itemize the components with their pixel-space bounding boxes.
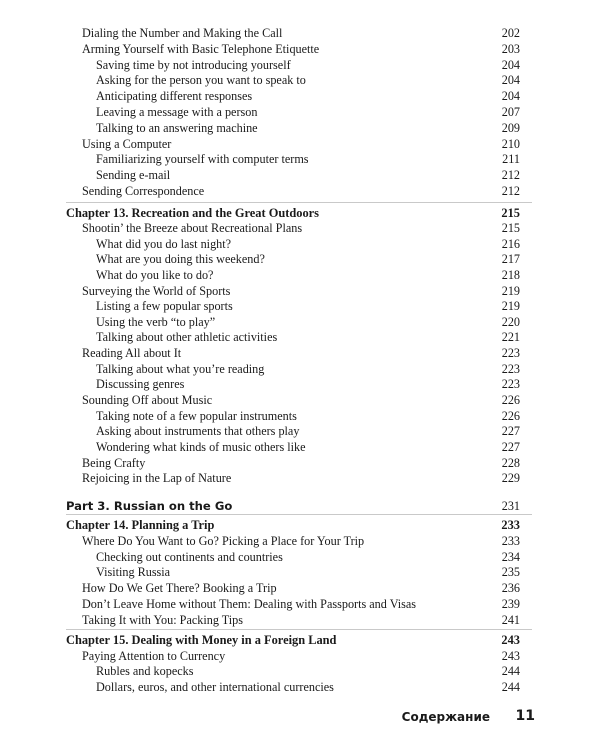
toc-entry-title: Surveying the World of Sports	[82, 284, 231, 298]
toc-subsection-entry	[0, 57, 600, 73]
toc-entry-page: 204	[501, 89, 520, 103]
toc-part-entry	[0, 498, 600, 514]
toc-entry-title: Where Do You Want to Go? Picking a Place for Your Trip	[82, 534, 365, 548]
toc-entry-page: 243	[501, 633, 520, 647]
toc-entry-page: 204	[501, 73, 520, 87]
toc-section-entry	[0, 25, 600, 41]
toc-subsection-entry	[0, 251, 600, 267]
toc-subsection-entry	[0, 564, 600, 580]
toc-subsection-entry	[0, 120, 600, 136]
toc-chapter-entry	[0, 632, 600, 648]
toc-entry-page: 244	[501, 680, 520, 694]
toc-entry-title: Paying Attention to Currency	[82, 649, 226, 663]
toc-entry-title: Taking It with You: Packing Tips	[82, 613, 243, 627]
toc-entry-page: 234	[501, 550, 520, 564]
toc-section-entry	[0, 580, 600, 596]
toc-subsection-entry	[0, 408, 600, 424]
toc-section-entry	[0, 596, 600, 612]
toc-entry-title: Listing a few popular sports	[96, 299, 233, 313]
toc-chapter-entry	[0, 517, 600, 533]
toc-entry-title: Sending e-mail	[96, 168, 171, 182]
toc-entry-page: 223	[501, 362, 520, 376]
toc-section-entry	[0, 470, 600, 486]
toc-entry-page: 210	[501, 137, 520, 151]
toc-entry-page: 215	[501, 206, 520, 220]
toc-subsection-entry	[0, 314, 600, 330]
toc-entry-page: 243	[501, 649, 520, 663]
toc-entry-page: 223	[501, 377, 520, 391]
toc-subsection-entry	[0, 104, 600, 120]
toc-entry-page: 244	[501, 664, 520, 678]
toc-entry-page: 211	[502, 152, 520, 166]
chapter-divider	[66, 629, 532, 630]
toc-entry-title: Dollars, euros, and other international currencies	[96, 680, 334, 694]
chapter-divider	[66, 514, 532, 515]
toc-entry-title: Dialing the Number and Making the Call	[82, 26, 283, 40]
toc-subsection-entry	[0, 361, 600, 377]
toc-entry-title: Shootin’ the Breeze about Recreational Plans	[82, 221, 303, 235]
toc-entry-page: 215	[501, 221, 520, 235]
toc-entry-title: Talking to an answering machine	[96, 121, 258, 135]
toc-entry-title: Sounding Off about Music	[82, 393, 213, 407]
toc-entry-title: Chapter 15. Dealing with Money in a Foreign Land	[66, 633, 337, 647]
toc-entry-page: 203	[501, 42, 520, 56]
toc-subsection-entry	[0, 167, 600, 183]
toc-entry-title: Being Crafty	[82, 456, 146, 470]
toc-section-entry	[0, 283, 600, 299]
chapter-divider	[66, 202, 532, 203]
toc-entry-page: 233	[501, 518, 520, 532]
toc-subsection-entry	[0, 267, 600, 283]
toc-section-entry	[0, 612, 600, 628]
toc-section-entry	[0, 455, 600, 471]
toc-section-entry	[0, 533, 600, 549]
toc-entry-page: 235	[501, 565, 520, 579]
toc-entry-title: Asking for the person you want to speak to	[96, 73, 306, 87]
toc-subsection-entry	[0, 236, 600, 252]
toc-subsection-entry	[0, 151, 600, 167]
toc-entry-page: 217	[501, 252, 520, 266]
toc-entry-title: Taking note of a few popular instruments	[96, 409, 297, 423]
toc-subsection-entry	[0, 298, 600, 314]
toc-entry-page: 231	[501, 499, 520, 513]
toc-entry-title: Discussing genres	[96, 377, 185, 391]
toc-entry-title: Asking about instruments that others play	[96, 424, 300, 438]
toc-entry-title: Familiarizing yourself with computer terms	[96, 152, 309, 166]
toc-entry-title: Visiting Russia	[96, 565, 171, 579]
toc-section-entry	[0, 392, 600, 408]
toc-section-entry	[0, 648, 600, 664]
toc-entry-page: 218	[501, 268, 520, 282]
toc-entry-page: 220	[501, 315, 520, 329]
toc-entry-page: 216	[501, 237, 520, 251]
toc-entry-title: Don’t Leave Home without Them: Dealing with Passports and Visas	[82, 597, 417, 611]
toc-entry-title: Sending Correspondence	[82, 184, 205, 198]
toc-subsection-entry	[0, 679, 600, 695]
toc-entry-page: 227	[501, 424, 520, 438]
toc-entry-title: Saving time by not introducing yourself	[96, 58, 291, 72]
toc-entry-page: 219	[501, 299, 520, 313]
toc-entry-title: What do you like to do?	[96, 268, 214, 282]
toc-entry-title: What did you do last night?	[96, 237, 232, 251]
page-number: 11	[515, 708, 535, 724]
toc-subsection-entry	[0, 72, 600, 88]
toc-entry-title: Reading All about It	[82, 346, 182, 360]
toc-entry-page: 226	[501, 409, 520, 423]
toc-entry-page: 212	[501, 168, 520, 182]
toc-section-entry	[0, 345, 600, 361]
toc-entry-title: Talking about other athletic activities	[96, 330, 278, 344]
toc-section-entry	[0, 136, 600, 152]
toc-entry-title: Anticipating different responses	[96, 89, 253, 103]
toc-subsection-entry	[0, 439, 600, 455]
toc-entry-page: 202	[501, 26, 520, 40]
toc-entry-title: Chapter 14. Planning a Trip	[66, 518, 215, 532]
toc-entry-page: 219	[501, 284, 520, 298]
toc-entry-title: Using a Computer	[82, 137, 172, 151]
running-footer-section: Содержание	[401, 710, 490, 724]
toc-entry-page: 241	[501, 613, 520, 627]
toc-entry-page: 228	[501, 456, 520, 470]
toc-subsection-entry	[0, 376, 600, 392]
toc-entry-page: 223	[501, 346, 520, 360]
toc-subsection-entry	[0, 549, 600, 565]
toc-chapter-entry	[0, 205, 600, 221]
toc-entry-page: 207	[501, 105, 520, 119]
toc-subsection-entry	[0, 88, 600, 104]
toc-entry-title: Talking about what you’re reading	[96, 362, 265, 376]
toc-entry-title: Rejoicing in the Lap of Nature	[82, 471, 232, 485]
toc-entry-page: 221	[501, 330, 520, 344]
toc-entry-title: Leaving a message with a person	[96, 105, 258, 119]
toc-section-entry	[0, 183, 600, 199]
toc-entry-page: 204	[501, 58, 520, 72]
toc-entry-page: 229	[501, 471, 520, 485]
toc-entry-title: Arming Yourself with Basic Telephone Etiquette	[82, 42, 320, 56]
toc-section-entry	[0, 41, 600, 57]
toc-entry-title: Rubles and kopecks	[96, 664, 194, 678]
toc-entry-page: 233	[501, 534, 520, 548]
toc-entry-page: 239	[501, 597, 520, 611]
toc-subsection-entry	[0, 423, 600, 439]
toc-entry-page: 236	[501, 581, 520, 595]
toc-entry-title: What are you doing this weekend?	[96, 252, 265, 266]
toc-entry-title: Part 3. Russian on the Go	[66, 499, 233, 513]
toc-entry-page: 227	[501, 440, 520, 454]
toc-entry-title: Checking out continents and countries	[96, 550, 283, 564]
toc-entry-page: 212	[501, 184, 520, 198]
toc-entry-title: Using the verb “to play”	[96, 315, 216, 329]
toc-subsection-entry	[0, 663, 600, 679]
toc-entry-page: 226	[501, 393, 520, 407]
toc-section-entry	[0, 220, 600, 236]
toc-entry-title: Chapter 13. Recreation and the Great Outdoors	[66, 206, 319, 220]
toc-subsection-entry	[0, 329, 600, 345]
toc-entry-page: 209	[501, 121, 520, 135]
toc-entry-title: How Do We Get There? Booking a Trip	[82, 581, 277, 595]
toc-entry-title: Wondering what kinds of music others like	[96, 440, 306, 454]
